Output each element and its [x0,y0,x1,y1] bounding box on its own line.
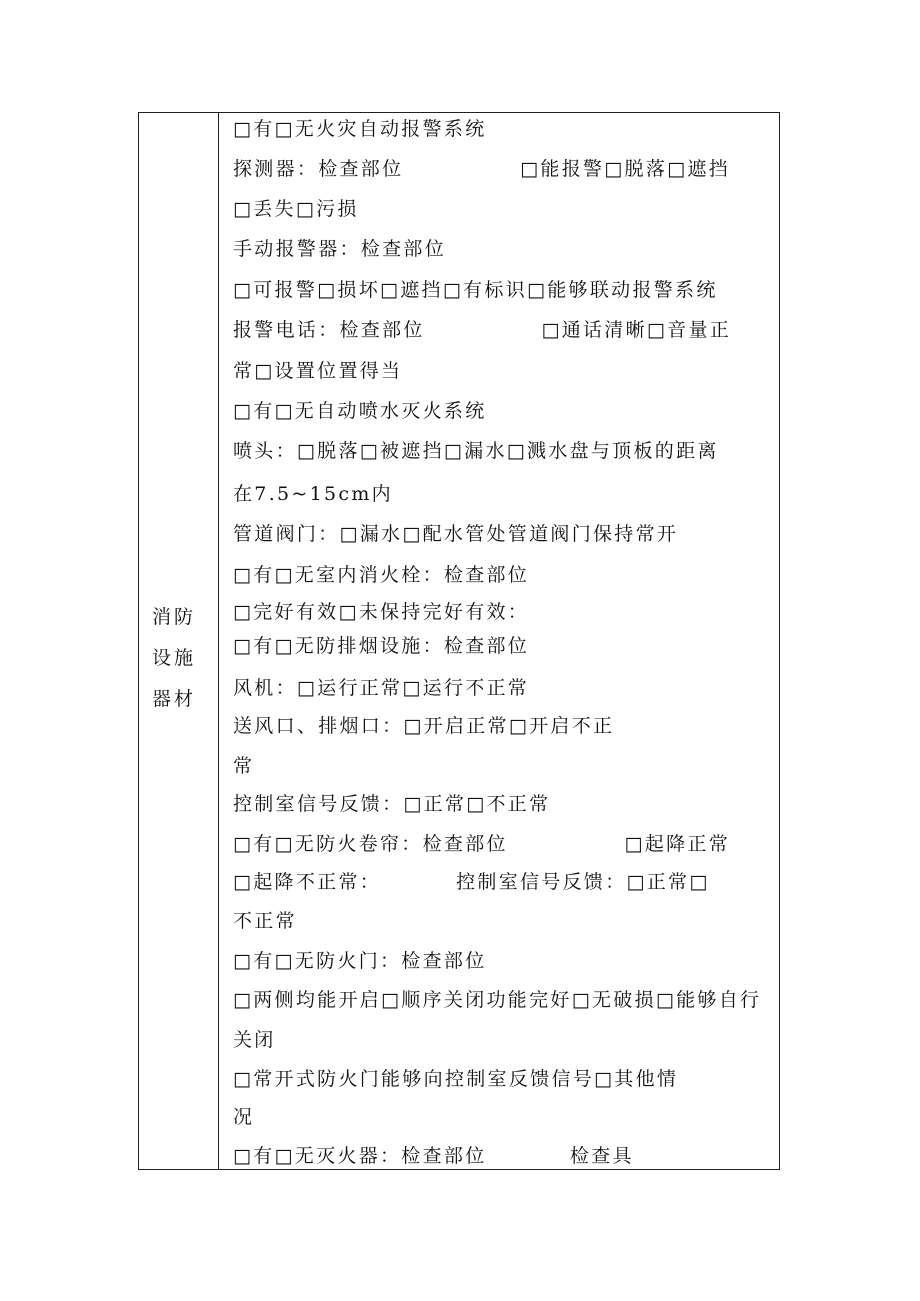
content-line: □丢失□污损 [233,198,359,220]
section-content-cell [219,113,779,1169]
content-line: 控制室信号反馈：□正常□不正常 [233,793,551,815]
content-line: 常 [233,755,255,777]
content-line: 管道阀门：□漏水□配水管处管道阀门保持常开 [233,523,679,545]
content-line: 关闭 [233,1029,276,1051]
section-label-line: 设施 [152,647,197,669]
section-label-line: 消防 [152,606,197,628]
content-line: 在7.5~15cm内 [233,483,393,505]
section-label [152,597,202,720]
content-line: □有□无灭火器：检查部位 检查具 [233,1145,634,1167]
content-line: 常□设置位置得当 [233,360,403,382]
content-line: 手动报警器：检查部位 [233,238,447,260]
content-line: □有□无室内消火栓：检查部位 [233,564,530,586]
content-line: □起降不正常： 控制室信号反馈：□正常□ [233,871,710,893]
content-line: 报警电话：检查部位 □通话清晰□音量正 [233,319,732,341]
content-line: □两侧均能开启□顺序关闭功能完好□无破损□能够自行 [233,989,762,1011]
content-line: □有□无防排烟设施：检查部位 [233,635,530,657]
section-label-cell [139,113,219,1169]
content-line: 不正常 [233,910,297,932]
content-line: □可报警□损坏□遮挡□有标识□能够联动报警系统 [233,279,718,301]
content-line: 风机：□运行正常□运行不正常 [233,677,530,699]
content-line: 探测器：检查部位 □能报警□脱落□遮挡 [233,158,731,180]
content-line: □有□无防火卷帘：检查部位 □起降正常 [233,833,731,855]
content-line: 况 [233,1106,255,1128]
inspection-table [138,112,780,1170]
content-line: □完好有效□未保持完好有效： [233,601,530,623]
section-label-line: 器材 [152,688,197,710]
content-line: □有□无自动喷水灭火系统 [233,400,487,422]
content-line: □有□无防火门：检查部位 [233,950,487,972]
content-line: 送风口、排烟口：□开启正常□开启不正 [233,715,615,737]
content-line: □常开式防火门能够向控制室反馈信号□其他情 [233,1068,679,1090]
content-line: 喷头：□脱落□被遮挡□漏水□溅水盘与顶板的距离 [233,440,719,462]
content-line: □有□无火灾自动报警系统 [233,118,487,140]
